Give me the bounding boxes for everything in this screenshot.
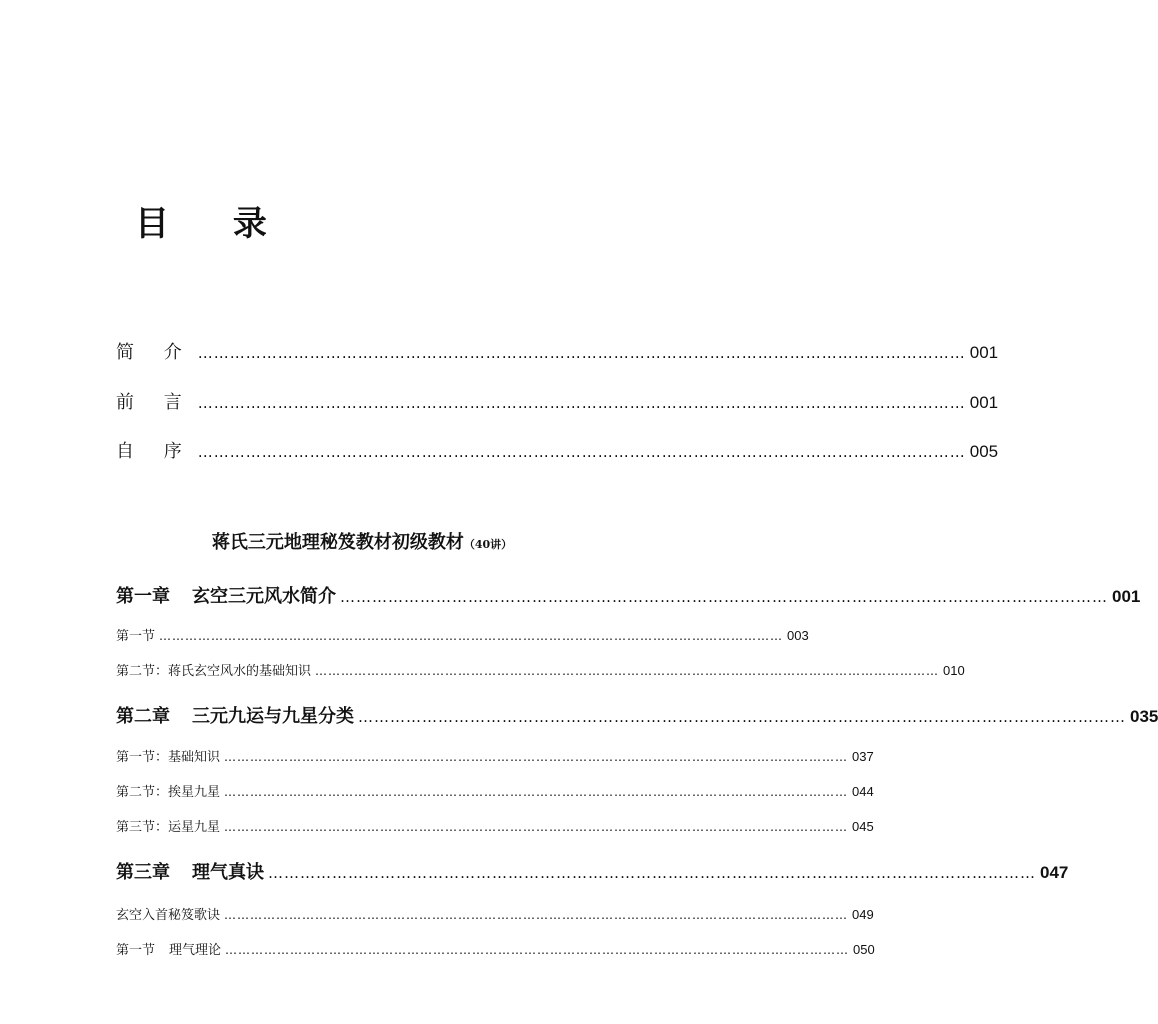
- page-number: 045: [852, 819, 874, 834]
- section-label: [116, 625, 155, 644]
- page-number: 001: [969, 393, 999, 412]
- page-title: 目 录: [135, 204, 293, 244]
- section-title: 运星九星: [168, 820, 221, 835]
- toc-label: 前 言: [116, 392, 194, 413]
- leader-dots: ………………………………………………………………………………………………………………………………: [224, 820, 849, 834]
- leader-dots: ………………………………………………………………………………………………………………………………: [159, 629, 784, 643]
- leader-dots: ………………………………………………………………………………………………………………………………: [224, 908, 849, 922]
- leader-dots: ………………………………………………………………………………………………………………………………: [225, 943, 850, 957]
- toc-row-intro[interactable]: [116, 338, 999, 364]
- leader-dots: ………………………………………………………………………………………………………………………………: [224, 785, 849, 799]
- page-number: 010: [943, 663, 965, 678]
- chapter-label: [116, 702, 354, 728]
- section-label: [116, 660, 311, 679]
- section-title: 理气理论: [169, 943, 222, 958]
- leader-dots: ………………………………………………………………………………………………………………………………: [224, 750, 849, 764]
- page-number: 001: [1112, 587, 1141, 606]
- section-number: 第二节：: [116, 785, 169, 800]
- leader-dots: ………………………………………………………………………………………………………………………………: [197, 344, 966, 362]
- section-number: 第一节: [116, 629, 156, 644]
- book-title: [0, 528, 724, 554]
- leader-dots: ………………………………………………………………………………………………………………………………: [268, 864, 1036, 882]
- section-number: 第二节：: [116, 664, 169, 679]
- toc-section-2-1[interactable]: [116, 746, 874, 765]
- section-number: 第一节: [116, 943, 156, 958]
- page-number: 001: [969, 343, 999, 362]
- leader-dots: ………………………………………………………………………………………………………………………………: [315, 664, 940, 678]
- chapter-number: 第一章: [116, 586, 170, 607]
- toc-label: 自 序: [116, 441, 194, 462]
- section-label: [116, 816, 220, 835]
- toc-section-2-2[interactable]: [116, 781, 874, 800]
- page-number: 047: [1040, 863, 1069, 882]
- chapter-label: [116, 582, 336, 608]
- section-number: 第三节：: [116, 820, 169, 835]
- page-number: 044: [852, 784, 874, 799]
- section-title: 基础知识: [168, 750, 221, 765]
- section-label: [116, 781, 220, 800]
- page-number: 050: [853, 942, 875, 957]
- section-label: [116, 904, 220, 923]
- section-label: [116, 746, 220, 765]
- section-label: [116, 939, 221, 958]
- chapter-label: [116, 858, 264, 884]
- book-subtitle: （40讲）: [463, 538, 513, 551]
- toc-label: 简 介: [116, 342, 194, 363]
- toc-chapter-1[interactable]: [116, 582, 1141, 608]
- section-title: 蒋氏玄空风水的基础知识: [168, 664, 312, 679]
- leader-dots: ………………………………………………………………………………………………………………………………: [358, 708, 1126, 726]
- toc-chapter-2[interactable]: [116, 702, 1158, 728]
- toc-row-foreword[interactable]: [116, 388, 999, 414]
- toc-section-1-2[interactable]: [116, 660, 965, 679]
- page-number: 005: [969, 442, 999, 461]
- chapter-title: 三元九运与九星分类: [192, 706, 354, 727]
- chapter-number: 第三章: [116, 862, 170, 883]
- chapter-title: 玄空三元风水简介: [192, 586, 336, 607]
- toc-section-1-1[interactable]: [116, 625, 809, 644]
- page-number: 049: [852, 907, 874, 922]
- leader-dots: ………………………………………………………………………………………………………………………………: [340, 588, 1108, 606]
- section-number: 玄空入首秘笈歌诀: [116, 908, 221, 923]
- toc-row-preface[interactable]: [116, 437, 999, 463]
- toc-section-3-intro[interactable]: [116, 904, 874, 923]
- chapter-number: 第二章: [116, 706, 170, 727]
- page-number: 035: [1130, 707, 1158, 726]
- toc-section-3-1[interactable]: [116, 939, 875, 958]
- page-number: 037: [852, 749, 874, 764]
- toc-section-2-3[interactable]: [116, 816, 874, 835]
- chapter-title: 理气真诀: [192, 862, 264, 883]
- page-number: 003: [787, 628, 809, 643]
- section-title: 挨星九星: [168, 785, 221, 800]
- toc-chapter-3[interactable]: [116, 858, 1069, 884]
- leader-dots: ………………………………………………………………………………………………………………………………: [197, 394, 966, 412]
- book-title-text: 蒋氏三元地理秘笈教材初级教材: [211, 532, 464, 553]
- leader-dots: ………………………………………………………………………………………………………………………………: [197, 443, 966, 461]
- section-number: 第一节：: [116, 750, 169, 765]
